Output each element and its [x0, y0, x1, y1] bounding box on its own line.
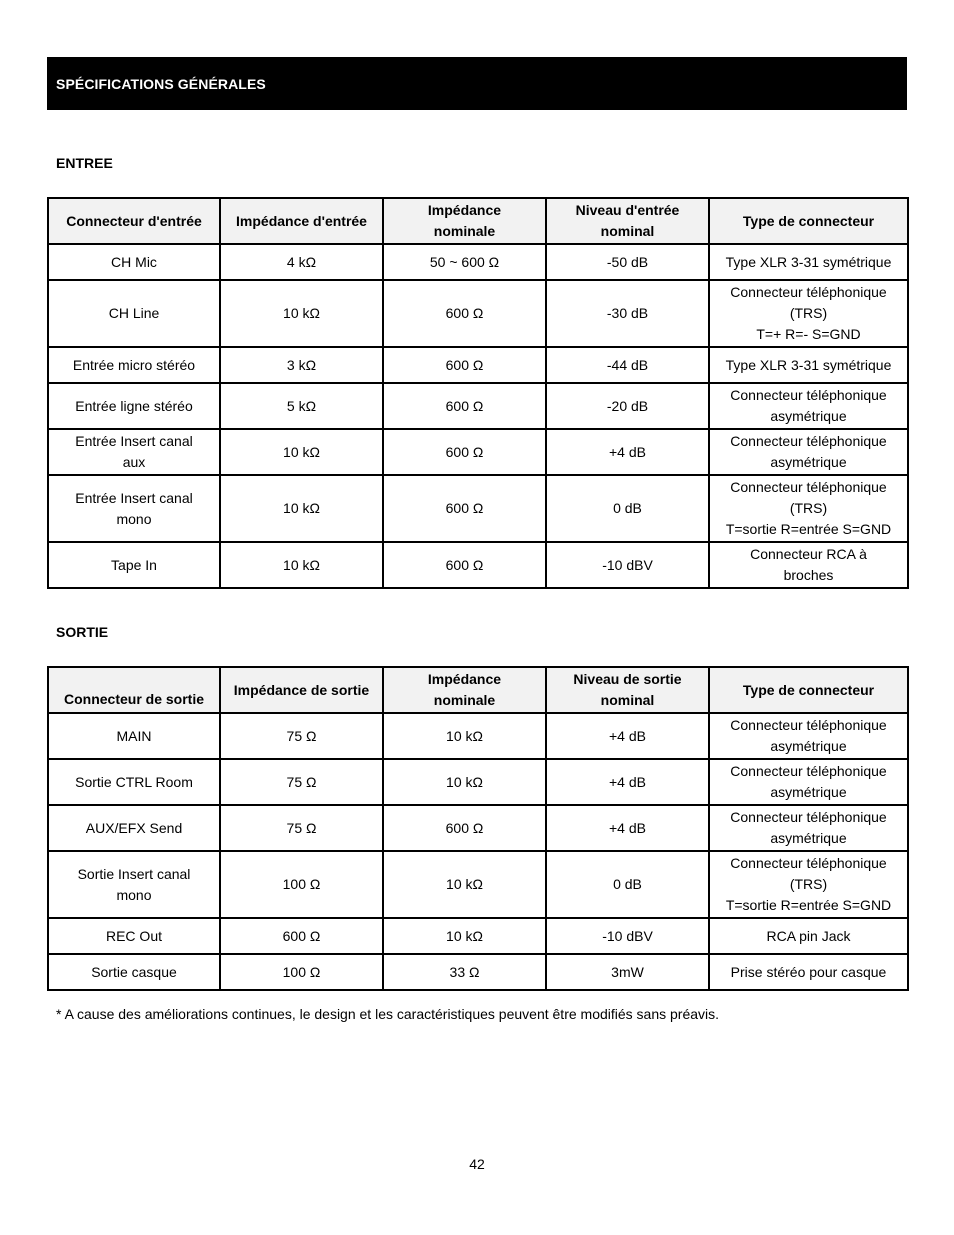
table-cell: Entrée Insert canal aux [48, 429, 220, 475]
table-cell: +4 dB [546, 429, 709, 475]
table-cell: 600 Ω [383, 280, 546, 347]
input-section-heading: ENTREE [56, 155, 113, 171]
table-cell: 100 Ω [220, 954, 383, 990]
column-header: Niveau de sortie nominal [546, 667, 709, 713]
table-row [48, 805, 908, 851]
column-header: Impédance nominale [383, 667, 546, 713]
table-cell: CH Line [48, 280, 220, 347]
table-cell: 600 Ω [383, 805, 546, 851]
table-row [48, 851, 908, 918]
column-header: Impédance de sortie [220, 667, 383, 713]
page-number: 42 [469, 1156, 485, 1172]
table-cell: 10 kΩ [383, 918, 546, 954]
table-cell: 75 Ω [220, 759, 383, 805]
output-section-heading: SORTIE [56, 624, 109, 640]
column-header: Type de connecteur [709, 667, 908, 713]
banner-title: SPÉCIFICATIONS GÉNÉRALES [56, 75, 266, 92]
table-cell: Type XLR 3-31 symétrique [709, 347, 908, 383]
table-cell: -10 dBV [546, 918, 709, 954]
table-row [48, 347, 908, 383]
table-cell: 100 Ω [220, 851, 383, 918]
table-cell: -44 dB [546, 347, 709, 383]
table-cell: +4 dB [546, 713, 709, 759]
table-cell: Entrée micro stéréo [48, 347, 220, 383]
table-row [48, 280, 908, 347]
table-cell: 10 kΩ [220, 280, 383, 347]
table-cell: 3 kΩ [220, 347, 383, 383]
table-cell: Connecteur téléphonique asymétrique [709, 805, 908, 851]
input-table-body [48, 244, 908, 588]
table-cell: 600 Ω [220, 918, 383, 954]
table-cell: 600 Ω [383, 347, 546, 383]
column-header: Niveau d'entrée nominal [546, 198, 709, 244]
output-table-header [48, 667, 908, 713]
table-row [48, 383, 908, 429]
table-cell: -30 dB [546, 280, 709, 347]
table-header-row [48, 198, 908, 244]
table-cell: 600 Ω [383, 429, 546, 475]
table-row [48, 954, 908, 990]
table-cell: Entrée ligne stéréo [48, 383, 220, 429]
output-spec-table [47, 666, 909, 991]
table-cell: Entrée Insert canal mono [48, 475, 220, 542]
output-table-body [48, 713, 908, 990]
table-row [48, 244, 908, 280]
table-cell: RCA pin Jack [709, 918, 908, 954]
table-cell: Connecteur téléphonique asymétrique [709, 383, 908, 429]
table-header-row [48, 667, 908, 713]
table-cell: 4 kΩ [220, 244, 383, 280]
table-cell: Prise stéréo pour casque [709, 954, 908, 990]
table-cell: Connecteur téléphonique (TRS) T=+ R=- S=GND [709, 280, 908, 347]
table-cell: Connecteur téléphonique asymétrique [709, 429, 908, 475]
table-row [48, 429, 908, 475]
column-header: Type de connecteur [709, 198, 908, 244]
table-cell: 600 Ω [383, 475, 546, 542]
table-cell: 10 kΩ [220, 429, 383, 475]
table-cell: -20 dB [546, 383, 709, 429]
table-cell: Connecteur téléphonique asymétrique [709, 713, 908, 759]
table-cell: -10 dBV [546, 542, 709, 588]
table-row [48, 918, 908, 954]
table-cell: REC Out [48, 918, 220, 954]
table-cell: AUX/EFX Send [48, 805, 220, 851]
column-header: Connecteur d'entrée [48, 198, 220, 244]
table-cell: 600 Ω [383, 542, 546, 588]
column-header: Impédance nominale [383, 198, 546, 244]
table-row [48, 759, 908, 805]
input-table-header [48, 198, 908, 244]
table-cell: Sortie Insert canal mono [48, 851, 220, 918]
table-cell: -50 dB [546, 244, 709, 280]
table-cell: 75 Ω [220, 713, 383, 759]
table-row [48, 713, 908, 759]
table-cell: Connecteur téléphonique (TRS) T=sortie R=entrée S=GND [709, 851, 908, 918]
footnote: * A cause des améliorations continues, le design et les caractéristiques peuvent être modifiés sans préavis. [56, 1006, 720, 1022]
table-cell: +4 dB [546, 805, 709, 851]
table-cell: 600 Ω [383, 383, 546, 429]
table-cell: 75 Ω [220, 805, 383, 851]
table-cell: Type XLR 3-31 symétrique [709, 244, 908, 280]
table-cell: Connecteur RCA à broches [709, 542, 908, 588]
table-cell: Sortie CTRL Room [48, 759, 220, 805]
table-cell: 50 ~ 600 Ω [383, 244, 546, 280]
table-cell: CH Mic [48, 244, 220, 280]
table-cell: Connecteur téléphonique (TRS) T=sortie R=entrée S=GND [709, 475, 908, 542]
table-cell: 5 kΩ [220, 383, 383, 429]
input-spec-table [47, 197, 909, 589]
table-cell: 10 kΩ [220, 475, 383, 542]
table-cell: 3mW [546, 954, 709, 990]
table-row [48, 542, 908, 588]
column-header: Connecteur de sortie [48, 667, 220, 713]
table-cell: 10 kΩ [383, 713, 546, 759]
table-cell: 10 kΩ [220, 542, 383, 588]
table-cell: 0 dB [546, 475, 709, 542]
table-cell: Connecteur téléphonique asymétrique [709, 759, 908, 805]
table-cell: Sortie casque [48, 954, 220, 990]
table-cell: 10 kΩ [383, 759, 546, 805]
section-banner [47, 57, 907, 110]
column-header: Impédance d'entrée [220, 198, 383, 244]
table-row [48, 475, 908, 542]
table-cell: MAIN [48, 713, 220, 759]
table-cell: 33 Ω [383, 954, 546, 990]
table-cell: +4 dB [546, 759, 709, 805]
table-cell: 0 dB [546, 851, 709, 918]
table-cell: 10 kΩ [383, 851, 546, 918]
table-cell: Tape In [48, 542, 220, 588]
